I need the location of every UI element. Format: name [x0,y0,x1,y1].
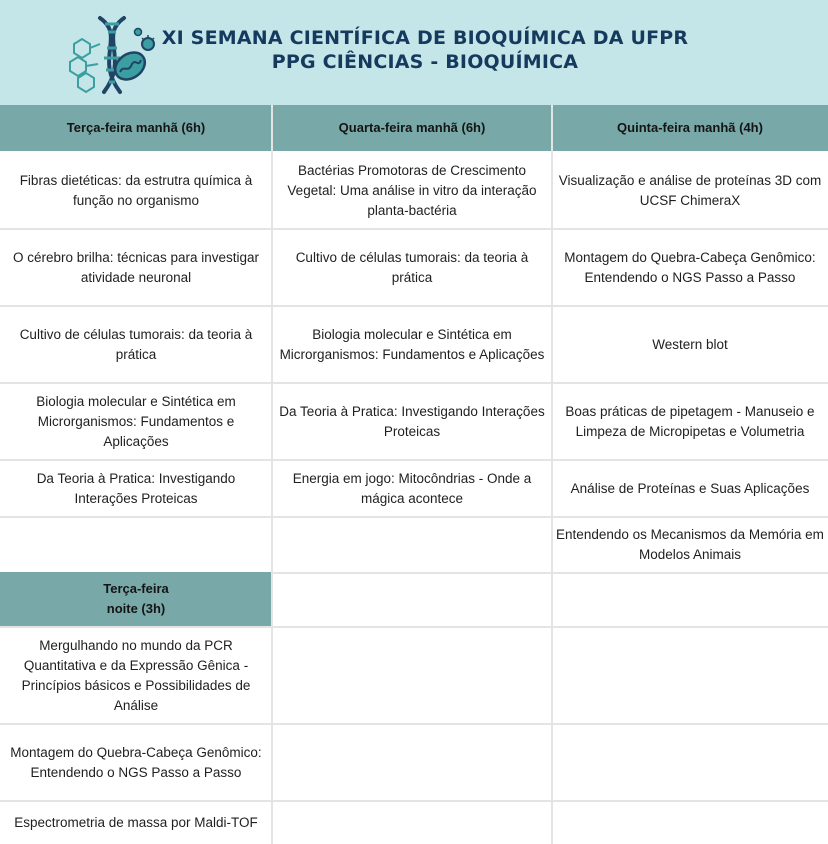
tuesday-night-item: Mergulhando no mundo da PCR Quantitativa e da Expressão Gênica - Princípios básicos e Possibilidades de Análise [21,637,251,713]
thursday-morning-item: Western blot [652,336,728,352]
night-heading-line-2: noite (3h) [106,601,166,616]
wednesday-morning-item: Energia em jogo: Mitocôndrias - Onde a mágica acontece [292,470,532,506]
row-divider [0,459,828,461]
column-heading-thursday-morning: Quinta-feira manhã (4h) [552,105,828,151]
column-divider [271,105,273,844]
tuesday-morning-item: O cérebro brilha: técnicas para investigar atividade neuronal [12,249,260,285]
wednesday-morning-item: Cultivo de células tumorais: da teoria à prática [295,249,529,285]
thursday-morning-item: Entendendo os Mecanismos da Memória em Modelos Animais [556,527,824,562]
column-heading-wednesday-morning: Quarta-feira manhã (6h) [272,105,552,151]
row-divider [0,305,828,307]
night-heading-line-1: Terça-feira [103,581,169,596]
row-divider [272,572,828,574]
tuesday-morning-item: Cultivo de células tumorais: da teoria à prática [19,326,253,362]
row-divider [0,626,828,628]
row-divider [0,382,828,384]
tuesday-night-item: Espectrometria de massa por Maldi-TOF [14,815,258,830]
thursday-morning-item: Visualização e análise de proteínas 3D com UCSF ChimeraX [558,172,822,208]
page-header [0,0,828,105]
tuesday-night-item: Montagem do Quebra-Cabeça Genômico: Entendendo o NGS Passo a Passo [10,744,262,780]
row-divider [0,228,828,230]
column-divider [551,105,553,844]
tuesday-morning-item: Biologia molecular e Sintética em Microrganismos: Fundamentos e Aplicações [36,393,236,449]
column-heading-tuesday-morning: Terça-feira manhã (6h) [0,105,272,151]
tuesday-morning-item: Fibras dietéticas: da estrutra química à função no organismo [19,172,253,208]
row-divider [0,800,828,802]
tuesday-morning-item: Da Teoria à Pratica: Investigando Interações Proteicas [36,470,236,506]
title-line-1: XI SEMANA CIENTÍFICA DE BIOQUÍMICA DA UFPR [161,27,689,49]
thursday-morning-item: Montagem do Quebra-Cabeça Genômico: Entendendo o NGS Passo a Passo [564,249,816,285]
thursday-morning-item: Boas práticas de pipetagem - Manuseio e Limpeza de Micropipetas e Volumetria [565,403,815,439]
schedule-table [0,105,828,844]
thursday-morning-item: Análise de Proteínas e Suas Aplicações [570,480,810,496]
row-divider [0,723,828,725]
row-divider [0,516,828,518]
wednesday-morning-item: Bactérias Promotoras de Crescimento Vegetal: Uma análise in vitro da interação planta-bactéria [287,162,537,218]
event-title [160,26,690,74]
title-line-2: PPG CIÊNCIAS - BIOQUÍMICA [271,51,579,73]
wednesday-morning-item: Da Teoria à Pratica: Investigando Interações Proteicas [279,403,545,439]
dna-molecule-icon [64,14,156,96]
section-heading-tuesday-night [0,572,272,626]
wednesday-morning-item: Biologia molecular e Sintética em Microrganismos: Fundamentos e Aplicações [279,326,545,362]
